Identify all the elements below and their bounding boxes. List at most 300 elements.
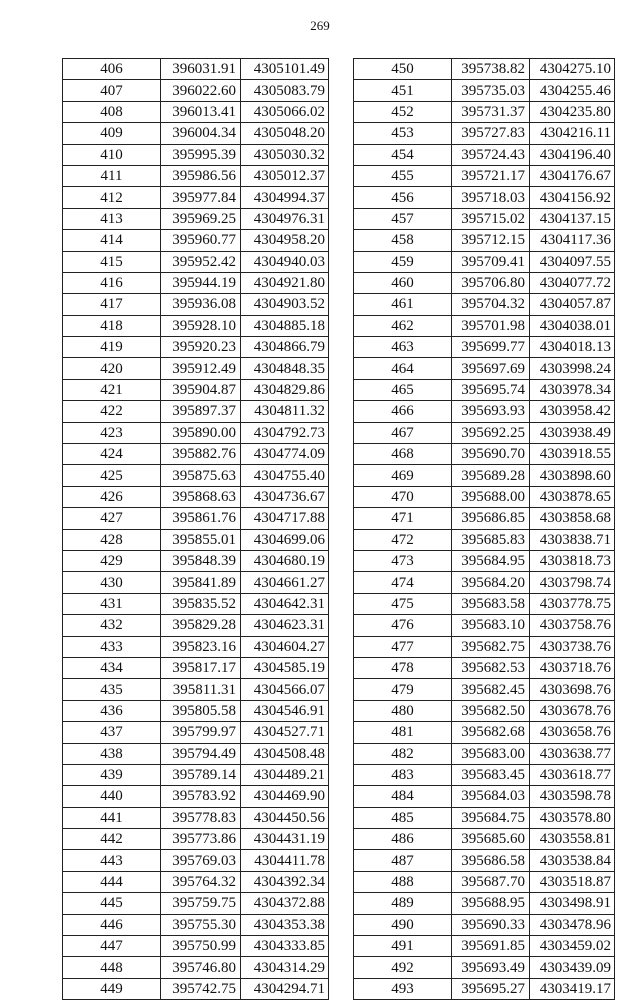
y-coordinate-cell: 4303498.91 <box>530 893 615 914</box>
x-coordinate-cell: 395861.76 <box>161 508 241 529</box>
point-number-cell: 420 <box>63 358 161 379</box>
x-coordinate-cell: 395794.49 <box>161 743 241 764</box>
point-number-cell: 459 <box>354 251 452 272</box>
x-coordinate-cell: 395690.33 <box>452 914 530 935</box>
y-coordinate-cell: 4303698.76 <box>530 679 615 700</box>
table-row <box>354 850 615 871</box>
x-coordinate-cell: 395799.97 <box>161 722 241 743</box>
x-coordinate-cell: 395952.42 <box>161 251 241 272</box>
point-number-cell: 485 <box>354 807 452 828</box>
table-row <box>63 101 329 122</box>
y-coordinate-cell: 4304903.52 <box>241 294 329 315</box>
y-coordinate-cell: 4304976.31 <box>241 208 329 229</box>
x-coordinate-cell: 395977.84 <box>161 187 241 208</box>
table-row <box>63 144 329 165</box>
point-number-cell: 489 <box>354 893 452 914</box>
table-row <box>354 401 615 422</box>
y-coordinate-cell: 4304680.19 <box>241 550 329 571</box>
x-coordinate-cell: 395731.37 <box>452 101 530 122</box>
x-coordinate-cell: 395693.93 <box>452 401 530 422</box>
y-coordinate-cell: 4304057.87 <box>530 294 615 315</box>
y-coordinate-cell: 4303638.77 <box>530 743 615 764</box>
table-row <box>354 315 615 336</box>
table-row <box>354 272 615 293</box>
y-coordinate-cell: 4304546.91 <box>241 700 329 721</box>
x-coordinate-cell: 395848.39 <box>161 550 241 571</box>
x-coordinate-cell: 395904.87 <box>161 379 241 400</box>
y-coordinate-cell: 4303478.96 <box>530 914 615 935</box>
page-number: 269 <box>310 18 330 33</box>
x-coordinate-cell: 395697.69 <box>452 358 530 379</box>
y-coordinate-cell: 4304604.27 <box>241 636 329 657</box>
point-number-cell: 424 <box>63 444 161 465</box>
table-row <box>354 422 615 443</box>
y-coordinate-cell: 4303778.75 <box>530 593 615 614</box>
x-coordinate-cell: 395829.28 <box>161 615 241 636</box>
x-coordinate-cell: 395701.98 <box>452 315 530 336</box>
x-coordinate-cell: 396004.34 <box>161 123 241 144</box>
table-row <box>354 101 615 122</box>
y-coordinate-cell: 4304077.72 <box>530 272 615 293</box>
x-coordinate-cell: 395689.28 <box>452 465 530 486</box>
point-number-cell: 431 <box>63 593 161 614</box>
x-coordinate-cell: 395682.53 <box>452 657 530 678</box>
table-row <box>63 529 329 550</box>
y-coordinate-cell: 4304585.19 <box>241 657 329 678</box>
x-coordinate-cell: 395704.32 <box>452 294 530 315</box>
table-row <box>354 59 615 80</box>
table-row <box>63 272 329 293</box>
y-coordinate-cell: 4303998.24 <box>530 358 615 379</box>
x-coordinate-cell: 395805.58 <box>161 700 241 721</box>
table-row <box>354 230 615 251</box>
point-number-cell: 469 <box>354 465 452 486</box>
table-row <box>63 337 329 358</box>
x-coordinate-cell: 395685.60 <box>452 829 530 850</box>
point-number-cell: 465 <box>354 379 452 400</box>
point-number-cell: 474 <box>354 572 452 593</box>
x-coordinate-cell: 395724.43 <box>452 144 530 165</box>
y-coordinate-cell: 4303439.09 <box>530 957 615 978</box>
point-number-cell: 408 <box>63 101 161 122</box>
table-row <box>354 914 615 935</box>
x-coordinate-cell: 395735.03 <box>452 80 530 101</box>
point-number-cell: 472 <box>354 529 452 550</box>
x-coordinate-cell: 395746.80 <box>161 957 241 978</box>
x-coordinate-cell: 395960.77 <box>161 230 241 251</box>
point-number-cell: 439 <box>63 764 161 785</box>
point-number-cell: 454 <box>354 144 452 165</box>
table-row <box>354 593 615 614</box>
y-coordinate-cell: 4304848.35 <box>241 358 329 379</box>
x-coordinate-cell: 396022.60 <box>161 80 241 101</box>
table-row <box>63 786 329 807</box>
y-coordinate-cell: 4303738.76 <box>530 636 615 657</box>
y-coordinate-cell: 4304275.10 <box>530 59 615 80</box>
x-coordinate-cell: 395685.83 <box>452 529 530 550</box>
x-coordinate-cell: 395944.19 <box>161 272 241 293</box>
x-coordinate-cell: 395715.02 <box>452 208 530 229</box>
x-coordinate-cell: 395928.10 <box>161 315 241 336</box>
table-row <box>354 508 615 529</box>
point-number-cell: 446 <box>63 914 161 935</box>
coordinates-table-right <box>353 58 615 1000</box>
point-number-cell: 490 <box>354 914 452 935</box>
point-number-cell: 427 <box>63 508 161 529</box>
x-coordinate-cell: 395855.01 <box>161 529 241 550</box>
y-coordinate-cell: 4303918.55 <box>530 444 615 465</box>
x-coordinate-cell: 395688.95 <box>452 893 530 914</box>
point-number-cell: 412 <box>63 187 161 208</box>
y-coordinate-cell: 4304333.85 <box>241 936 329 957</box>
point-number-cell: 456 <box>354 187 452 208</box>
table-row <box>354 465 615 486</box>
table-row <box>354 679 615 700</box>
y-coordinate-cell: 4304294.71 <box>241 978 329 999</box>
x-coordinate-cell: 395742.75 <box>161 978 241 999</box>
x-coordinate-cell: 395897.37 <box>161 401 241 422</box>
table-row <box>63 165 329 186</box>
x-coordinate-cell: 395684.20 <box>452 572 530 593</box>
table-row <box>354 829 615 850</box>
table-row <box>354 187 615 208</box>
y-coordinate-cell: 4304156.92 <box>530 187 615 208</box>
y-coordinate-cell: 4304885.18 <box>241 315 329 336</box>
point-number-cell: 425 <box>63 465 161 486</box>
x-coordinate-cell: 395691.85 <box>452 936 530 957</box>
table-row <box>63 657 329 678</box>
table-row <box>63 914 329 935</box>
point-number-cell: 429 <box>63 550 161 571</box>
x-coordinate-cell: 395912.49 <box>161 358 241 379</box>
point-number-cell: 473 <box>354 550 452 571</box>
x-coordinate-cell: 395687.70 <box>452 871 530 892</box>
point-number-cell: 428 <box>63 529 161 550</box>
x-coordinate-cell: 395841.89 <box>161 572 241 593</box>
table-row <box>354 957 615 978</box>
point-number-cell: 434 <box>63 657 161 678</box>
point-number-cell: 486 <box>354 829 452 850</box>
point-number-cell: 417 <box>63 294 161 315</box>
y-coordinate-cell: 4305030.32 <box>241 144 329 165</box>
y-coordinate-cell: 4303459.02 <box>530 936 615 957</box>
table-row <box>63 251 329 272</box>
x-coordinate-cell: 395699.77 <box>452 337 530 358</box>
y-coordinate-cell: 4304921.80 <box>241 272 329 293</box>
table-row <box>354 572 615 593</box>
x-coordinate-cell: 395695.27 <box>452 978 530 999</box>
y-coordinate-cell: 4304176.67 <box>530 165 615 186</box>
point-number-cell: 423 <box>63 422 161 443</box>
x-coordinate-cell: 395835.52 <box>161 593 241 614</box>
point-number-cell: 433 <box>63 636 161 657</box>
point-number-cell: 481 <box>354 722 452 743</box>
y-coordinate-cell: 4304642.31 <box>241 593 329 614</box>
x-coordinate-cell: 395817.17 <box>161 657 241 678</box>
x-coordinate-cell: 395683.45 <box>452 764 530 785</box>
table-row <box>63 572 329 593</box>
table-row <box>354 529 615 550</box>
table-row <box>63 829 329 850</box>
point-number-cell: 445 <box>63 893 161 914</box>
table-row <box>354 893 615 914</box>
point-number-cell: 409 <box>63 123 161 144</box>
y-coordinate-cell: 4303419.17 <box>530 978 615 999</box>
point-number-cell: 480 <box>354 700 452 721</box>
table-row <box>354 165 615 186</box>
point-number-cell: 477 <box>354 636 452 657</box>
x-coordinate-cell: 395683.58 <box>452 593 530 614</box>
x-coordinate-cell: 395783.92 <box>161 786 241 807</box>
table-row <box>63 59 329 80</box>
point-number-cell: 443 <box>63 850 161 871</box>
y-coordinate-cell: 4303518.87 <box>530 871 615 892</box>
point-number-cell: 450 <box>354 59 452 80</box>
table-row <box>63 722 329 743</box>
table-row <box>63 422 329 443</box>
y-coordinate-cell: 4304216.11 <box>530 123 615 144</box>
y-coordinate-cell: 4304411.78 <box>241 850 329 871</box>
point-number-cell: 415 <box>63 251 161 272</box>
point-number-cell: 483 <box>354 764 452 785</box>
y-coordinate-cell: 4304255.46 <box>530 80 615 101</box>
point-number-cell: 407 <box>63 80 161 101</box>
y-coordinate-cell: 4304038.01 <box>530 315 615 336</box>
point-number-cell: 464 <box>354 358 452 379</box>
table-row <box>354 978 615 999</box>
table-row <box>63 893 329 914</box>
x-coordinate-cell: 396031.91 <box>161 59 241 80</box>
y-coordinate-cell: 4304196.40 <box>530 144 615 165</box>
point-number-cell: 493 <box>354 978 452 999</box>
table-row <box>63 743 329 764</box>
y-coordinate-cell: 4305066.02 <box>241 101 329 122</box>
y-coordinate-cell: 4305083.79 <box>241 80 329 101</box>
table-row <box>354 444 615 465</box>
x-coordinate-cell: 395684.75 <box>452 807 530 828</box>
y-coordinate-cell: 4303898.60 <box>530 465 615 486</box>
y-coordinate-cell: 4304623.31 <box>241 615 329 636</box>
x-coordinate-cell: 395706.80 <box>452 272 530 293</box>
y-coordinate-cell: 4304431.19 <box>241 829 329 850</box>
point-number-cell: 419 <box>63 337 161 358</box>
y-coordinate-cell: 4304372.88 <box>241 893 329 914</box>
table-row <box>63 957 329 978</box>
table-row <box>354 294 615 315</box>
point-number-cell: 436 <box>63 700 161 721</box>
y-coordinate-cell: 4304958.20 <box>241 230 329 251</box>
x-coordinate-cell: 395823.16 <box>161 636 241 657</box>
point-number-cell: 492 <box>354 957 452 978</box>
x-coordinate-cell: 395695.74 <box>452 379 530 400</box>
table-row <box>63 80 329 101</box>
y-coordinate-cell: 4303558.81 <box>530 829 615 850</box>
x-coordinate-cell: 395986.56 <box>161 165 241 186</box>
table-row <box>354 615 615 636</box>
y-coordinate-cell: 4304940.03 <box>241 251 329 272</box>
point-number-cell: 463 <box>354 337 452 358</box>
x-coordinate-cell: 395789.14 <box>161 764 241 785</box>
table-row <box>63 294 329 315</box>
table-row <box>63 850 329 871</box>
x-coordinate-cell: 395682.45 <box>452 679 530 700</box>
table-row <box>63 315 329 336</box>
point-number-cell: 462 <box>354 315 452 336</box>
table-row <box>354 786 615 807</box>
y-coordinate-cell: 4304450.56 <box>241 807 329 828</box>
table-row <box>63 401 329 422</box>
x-coordinate-cell: 395769.03 <box>161 850 241 871</box>
point-number-cell: 438 <box>63 743 161 764</box>
point-number-cell: 466 <box>354 401 452 422</box>
x-coordinate-cell: 395690.70 <box>452 444 530 465</box>
table-row <box>354 208 615 229</box>
x-coordinate-cell: 395750.99 <box>161 936 241 957</box>
point-number-cell: 488 <box>354 871 452 892</box>
y-coordinate-cell: 4304489.21 <box>241 764 329 785</box>
x-coordinate-cell: 395755.30 <box>161 914 241 935</box>
table-row <box>63 208 329 229</box>
table-row <box>354 337 615 358</box>
table-row <box>63 636 329 657</box>
point-number-cell: 487 <box>354 850 452 871</box>
point-number-cell: 457 <box>354 208 452 229</box>
x-coordinate-cell: 395693.49 <box>452 957 530 978</box>
y-coordinate-cell: 4303758.76 <box>530 615 615 636</box>
x-coordinate-cell: 395882.76 <box>161 444 241 465</box>
y-coordinate-cell: 4303678.76 <box>530 700 615 721</box>
table-row <box>354 251 615 272</box>
point-number-cell: 471 <box>354 508 452 529</box>
point-number-cell: 460 <box>354 272 452 293</box>
y-coordinate-cell: 4303798.74 <box>530 572 615 593</box>
point-number-cell: 491 <box>354 936 452 957</box>
y-coordinate-cell: 4304527.71 <box>241 722 329 743</box>
x-coordinate-cell: 395712.15 <box>452 230 530 251</box>
point-number-cell: 437 <box>63 722 161 743</box>
x-coordinate-cell: 395683.00 <box>452 743 530 764</box>
table-row <box>354 486 615 507</box>
x-coordinate-cell: 395686.58 <box>452 850 530 871</box>
x-coordinate-cell: 395727.83 <box>452 123 530 144</box>
y-coordinate-cell: 4304508.48 <box>241 743 329 764</box>
table-row <box>63 550 329 571</box>
y-coordinate-cell: 4304736.67 <box>241 486 329 507</box>
x-coordinate-cell: 395738.82 <box>452 59 530 80</box>
y-coordinate-cell: 4303958.42 <box>530 401 615 422</box>
point-number-cell: 479 <box>354 679 452 700</box>
table-row <box>354 764 615 785</box>
point-number-cell: 435 <box>63 679 161 700</box>
y-coordinate-cell: 4303878.65 <box>530 486 615 507</box>
x-coordinate-cell: 395682.50 <box>452 700 530 721</box>
table-row <box>63 978 329 999</box>
x-coordinate-cell: 395868.63 <box>161 486 241 507</box>
point-number-cell: 421 <box>63 379 161 400</box>
y-coordinate-cell: 4304353.38 <box>241 914 329 935</box>
point-number-cell: 410 <box>63 144 161 165</box>
x-coordinate-cell: 395778.83 <box>161 807 241 828</box>
table-row <box>63 593 329 614</box>
y-coordinate-cell: 4304792.73 <box>241 422 329 443</box>
point-number-cell: 476 <box>354 615 452 636</box>
table-row <box>63 871 329 892</box>
point-number-cell: 432 <box>63 615 161 636</box>
table-row <box>63 379 329 400</box>
point-number-cell: 406 <box>63 59 161 80</box>
y-coordinate-cell: 4303938.49 <box>530 422 615 443</box>
y-coordinate-cell: 4304866.79 <box>241 337 329 358</box>
y-coordinate-cell: 4304469.90 <box>241 786 329 807</box>
x-coordinate-cell: 395811.31 <box>161 679 241 700</box>
x-coordinate-cell: 395920.23 <box>161 337 241 358</box>
table-row <box>63 230 329 251</box>
table-row <box>63 615 329 636</box>
x-coordinate-cell: 395721.17 <box>452 165 530 186</box>
x-coordinate-cell: 395936.08 <box>161 294 241 315</box>
table-row <box>354 807 615 828</box>
y-coordinate-cell: 4303538.84 <box>530 850 615 871</box>
table-row <box>354 379 615 400</box>
table-row <box>63 508 329 529</box>
y-coordinate-cell: 4304699.06 <box>241 529 329 550</box>
x-coordinate-cell: 395684.03 <box>452 786 530 807</box>
y-coordinate-cell: 4304314.29 <box>241 957 329 978</box>
table-row <box>354 700 615 721</box>
point-number-cell: 452 <box>354 101 452 122</box>
point-number-cell: 455 <box>354 165 452 186</box>
y-coordinate-cell: 4304392.34 <box>241 871 329 892</box>
table-row <box>63 444 329 465</box>
y-coordinate-cell: 4304717.88 <box>241 508 329 529</box>
y-coordinate-cell: 4305012.37 <box>241 165 329 186</box>
point-number-cell: 440 <box>63 786 161 807</box>
table-row <box>63 486 329 507</box>
point-number-cell: 478 <box>354 657 452 678</box>
table-row <box>63 700 329 721</box>
x-coordinate-cell: 395773.86 <box>161 829 241 850</box>
y-coordinate-cell: 4303578.80 <box>530 807 615 828</box>
point-number-cell: 468 <box>354 444 452 465</box>
x-coordinate-cell: 395688.00 <box>452 486 530 507</box>
y-coordinate-cell: 4304117.36 <box>530 230 615 251</box>
table-row <box>354 871 615 892</box>
y-coordinate-cell: 4304811.32 <box>241 401 329 422</box>
point-number-cell: 449 <box>63 978 161 999</box>
point-number-cell: 482 <box>354 743 452 764</box>
point-number-cell: 422 <box>63 401 161 422</box>
point-number-cell: 448 <box>63 957 161 978</box>
table-row <box>354 550 615 571</box>
x-coordinate-cell: 395682.68 <box>452 722 530 743</box>
y-coordinate-cell: 4304661.27 <box>241 572 329 593</box>
y-coordinate-cell: 4303618.77 <box>530 764 615 785</box>
table-row <box>63 936 329 957</box>
point-number-cell: 467 <box>354 422 452 443</box>
table-row <box>63 764 329 785</box>
table-row <box>354 657 615 678</box>
y-coordinate-cell: 4305101.49 <box>241 59 329 80</box>
point-number-cell: 430 <box>63 572 161 593</box>
x-coordinate-cell: 395684.95 <box>452 550 530 571</box>
table-row <box>354 722 615 743</box>
x-coordinate-cell: 395718.03 <box>452 187 530 208</box>
table-row <box>354 80 615 101</box>
y-coordinate-cell: 4303598.78 <box>530 786 615 807</box>
table-row <box>354 144 615 165</box>
table-row <box>354 636 615 657</box>
point-number-cell: 444 <box>63 871 161 892</box>
